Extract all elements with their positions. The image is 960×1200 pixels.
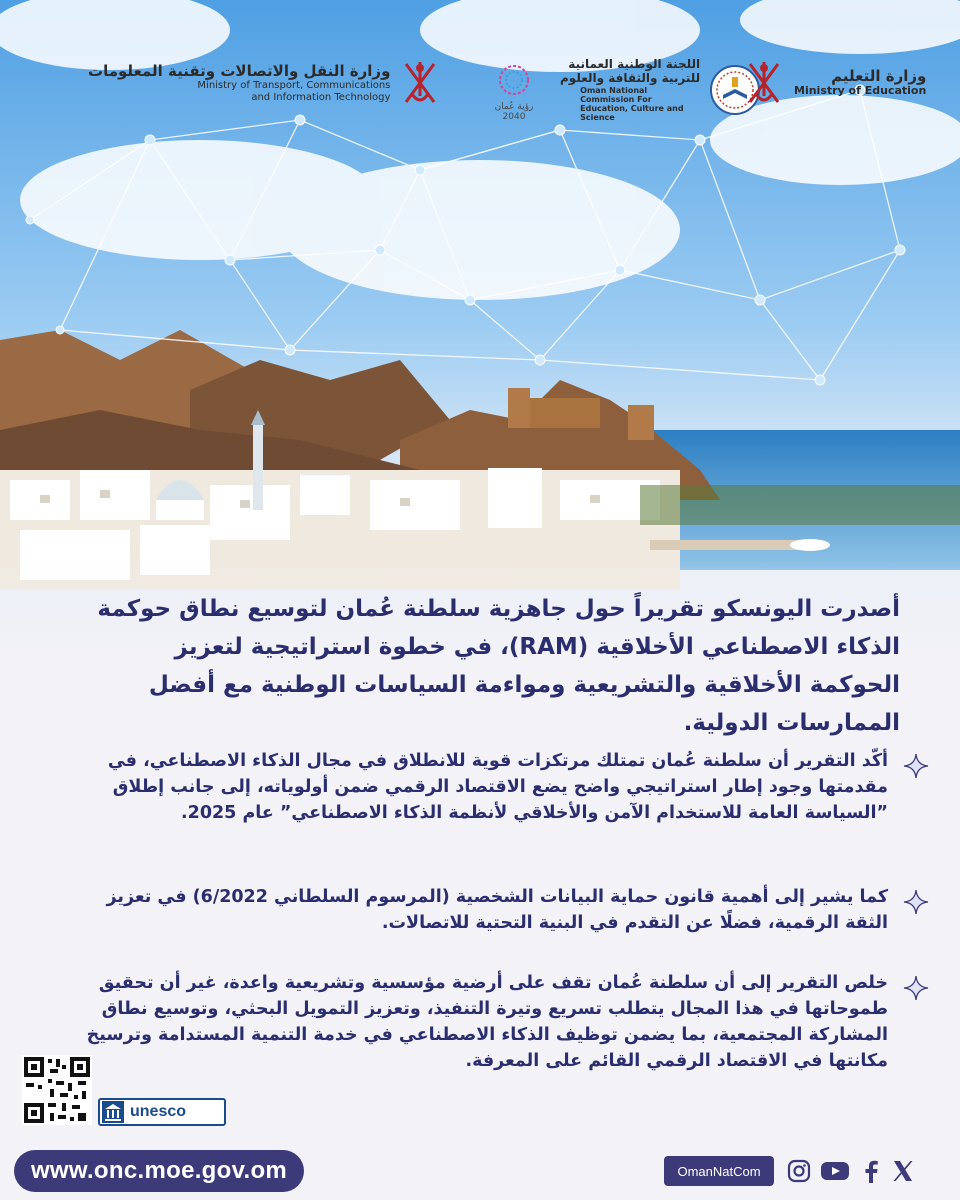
lead-paragraph: أصدرت اليونسكو تقريراً حول جاهزية سلطنة عُمان لتوسيع نطاق حوكمة الذكاء الاصطناعي الأخلاقية (RAM)، في خطوة استراتيجية لتعزيز الحوكمة الأخلاقية والتشريعية ومواءمة السياسات الوطنية مع أفضل الممارسات الدولية.	[97, 596, 900, 736]
mtcit-name-en-line1: Ministry of Transport, Communications	[197, 80, 391, 92]
vision-mark-icon	[488, 62, 540, 102]
oman-vision-2040-logo	[488, 62, 540, 122]
onc-name-en-line1: Oman National Commission For	[580, 85, 652, 104]
youtube-icon[interactable]	[820, 1158, 850, 1184]
qr-code[interactable]	[22, 1055, 92, 1125]
mtcit-logo	[88, 56, 442, 110]
onc-name-ar-line2: للتربية والثقافة والعلوم	[560, 70, 701, 85]
onc-name-ar-line1: اللجنة الوطنية العمانية	[568, 57, 701, 71]
mtcit-name-ar: وزارة النقل والاتصالات وتقنية المعلومات	[88, 61, 391, 80]
oman-emblem-icon	[742, 56, 786, 110]
bullet-item	[60, 748, 930, 826]
sparkle-icon	[902, 752, 930, 780]
vision-name: رؤية عُمان	[494, 102, 534, 112]
instagram-icon[interactable]	[786, 1158, 812, 1184]
bullet-text: أكّد التقرير أن سلطنة عُمان تمتلك مرتكزات قوية للانطلاق في مجال الذكاء الاصطناعي، في مقدمتها وجود إطار استراتيجي واضح يضع الاقتصاد الرقمي ضمن أولوياته، إلى جانب إطلاق ”السياسة العامة للاستخدام الآمن والأخلاقي لأنظمة الذكاء الاصطناعي” عام 2025.	[107, 751, 888, 823]
oman-emblem-icon	[398, 56, 442, 110]
mtcit-name-en-line2: and Information Technology	[251, 91, 391, 103]
x-icon[interactable]	[890, 1158, 916, 1184]
sparkle-icon	[902, 888, 930, 916]
onc-name-en-line2: Education, Culture and Science	[580, 103, 684, 123]
moe-logo	[742, 56, 926, 110]
facebook-icon[interactable]	[858, 1158, 884, 1184]
partner-logos	[0, 52, 960, 122]
social-handle[interactable]: OmanNatCom	[664, 1156, 774, 1186]
unesco-temple-icon	[102, 1101, 124, 1123]
footer	[0, 1140, 960, 1200]
vision-year: 2040	[502, 112, 526, 122]
sparkle-icon	[902, 974, 930, 1002]
bullet-text: كما يشير إلى أهمية قانون حماية البيانات الشخصية (المرسوم السلطاني 6/2022) في تعزيز الثقة الرقمية، فضلًا عن التقدم في البنية التحتية للاتصالات.	[106, 887, 888, 933]
moe-name-ar: وزارة التعليم	[831, 67, 927, 86]
bullet-item	[60, 970, 930, 1074]
unesco-label: unesco	[130, 1103, 187, 1120]
onc-logo	[560, 58, 762, 122]
website-link[interactable]: www.onc.moe.gov.om	[14, 1150, 304, 1192]
bullet-item	[60, 884, 930, 936]
unesco-logo	[98, 1098, 226, 1126]
moe-name-en: Ministry of Education	[794, 84, 927, 98]
bullet-text: خلص التقرير إلى أن سلطنة عُمان تقف على أرضية مؤسسية وتشريعية واعدة، غير أن تحقيق طموحاتها في هذا المجال يتطلب تسريع وتيرة التنفيذ، وتعزيز التمويل البحثي، وتوسيع نطاق المشاركة المجتمعية، بما يضمن توظيف الذكاء الاصطناعي في خدمة التنمية المستدامة وترسيخ مكانتها في الاقتصاد الرقمي القائم على المعرفة.	[86, 973, 888, 1071]
